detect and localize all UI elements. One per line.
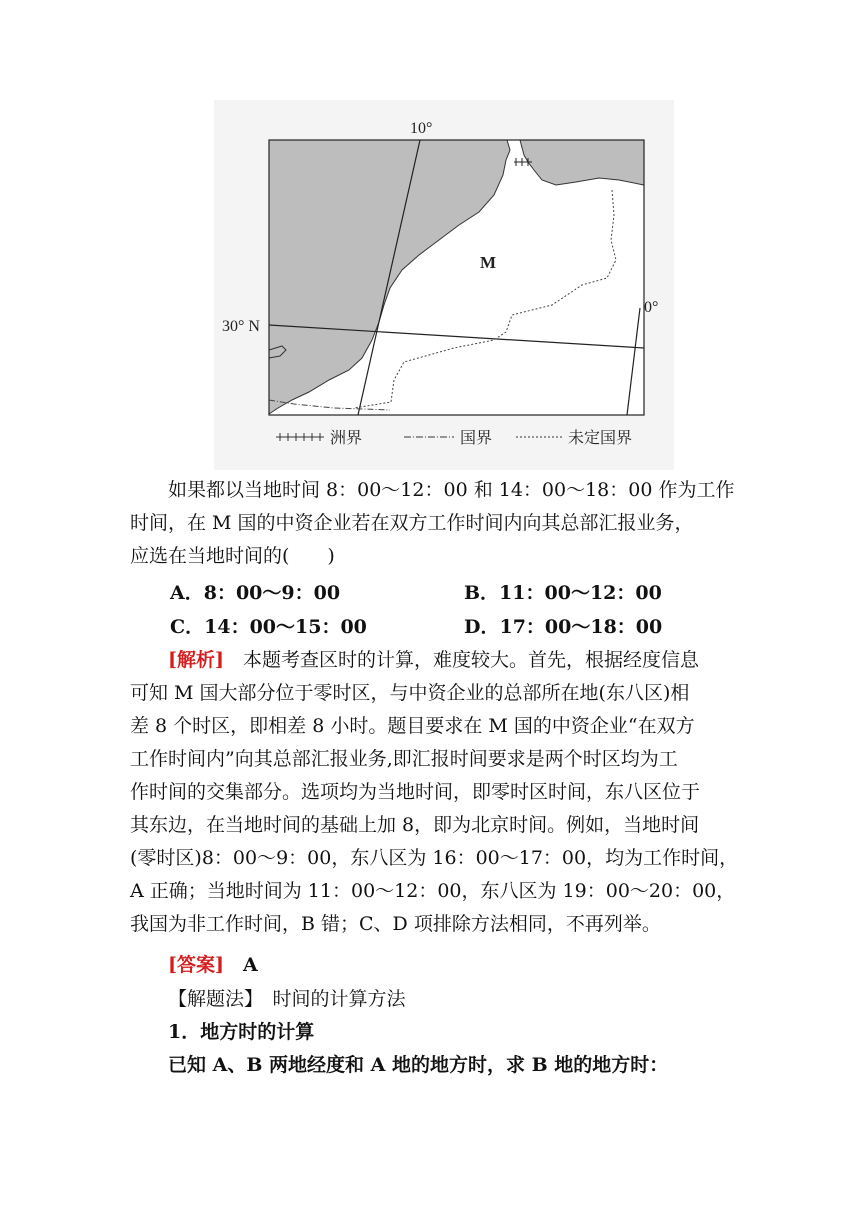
analysis-line: 我国为非工作时间，B 错；C、D 项排除方法相同，不再列举。 (130, 913, 661, 935)
legend-continent-label: 洲界 (330, 430, 363, 447)
analysis-first: 本题考查区时的计算，难度较大。首先，根据经度信息 (243, 649, 700, 671)
question-line: 时间，在 M 国的中资企业若在双方工作时间内向其总部汇报业务， (130, 512, 694, 534)
analysis-line: 其东边，在当地时间的基础上加 8，即为北京时间。例如，当地时间 (130, 814, 700, 836)
answer-tag: [答案] (168, 954, 224, 976)
method-heading: 【解题法】 时间的计算方法 (168, 988, 406, 1010)
method-text: 已知 A、B 两地经度和 A 地的地方时，求 B 地的地方时： (168, 1054, 669, 1076)
question-line: 应选在当地时间的( ) (130, 545, 335, 567)
map-legend (276, 429, 632, 447)
label-30n: 30° N (222, 318, 260, 335)
label-0-degree: 0° (644, 299, 659, 316)
analysis-line: (零时区)8：00～9：00，东八区为 16：00～17：00，均为工作时间， (130, 847, 739, 869)
option-c: C．14：00～15：00 (170, 616, 367, 638)
option-b: B．11：00～12：00 (464, 582, 662, 604)
option-a: A．8：00～9：00 (170, 582, 341, 604)
analysis-line: A 正确；当地时间为 11：00～12：00，东八区为 19：00～20：00， (130, 880, 736, 902)
analysis-line: 可知 M 国大部分位于零时区，与中资企业的总部所在地(东八区)相 (130, 682, 690, 704)
question-text (130, 474, 735, 573)
analysis-first-line (130, 644, 730, 677)
option-d: D．17：00～18：00 (464, 616, 663, 638)
analysis-line: 工作时间内”向其总部汇报业务,即汇报时间要求是两个时区均为工 (130, 748, 678, 770)
map-svg (214, 100, 674, 470)
label-country-m: M (480, 253, 497, 272)
analysis-line: 差 8 个时区，即相差 8 小时。题目要求在 M 国的中资企业“在双方 (130, 715, 695, 737)
analysis-line: 作时间的交集部分。选项均为当地时间，即零时区时间，东八区位于 (130, 781, 701, 803)
method-section (130, 983, 730, 1082)
question-line: 如果都以当地时间 8：00～12：00 和 14：00～18：00 作为工作 (168, 479, 735, 501)
answer-section (130, 949, 730, 982)
answer-value: A (243, 954, 258, 976)
label-10-degree: 10° (410, 120, 433, 137)
analysis-section (130, 644, 739, 941)
map-figure (214, 100, 674, 470)
method-subheading: 1．地方时的计算 (168, 1021, 315, 1043)
analysis-tag: [解析] (168, 649, 224, 671)
legend-national-label: 国界 (460, 430, 493, 447)
legend-undetermined-label: 未定国界 (568, 430, 633, 447)
